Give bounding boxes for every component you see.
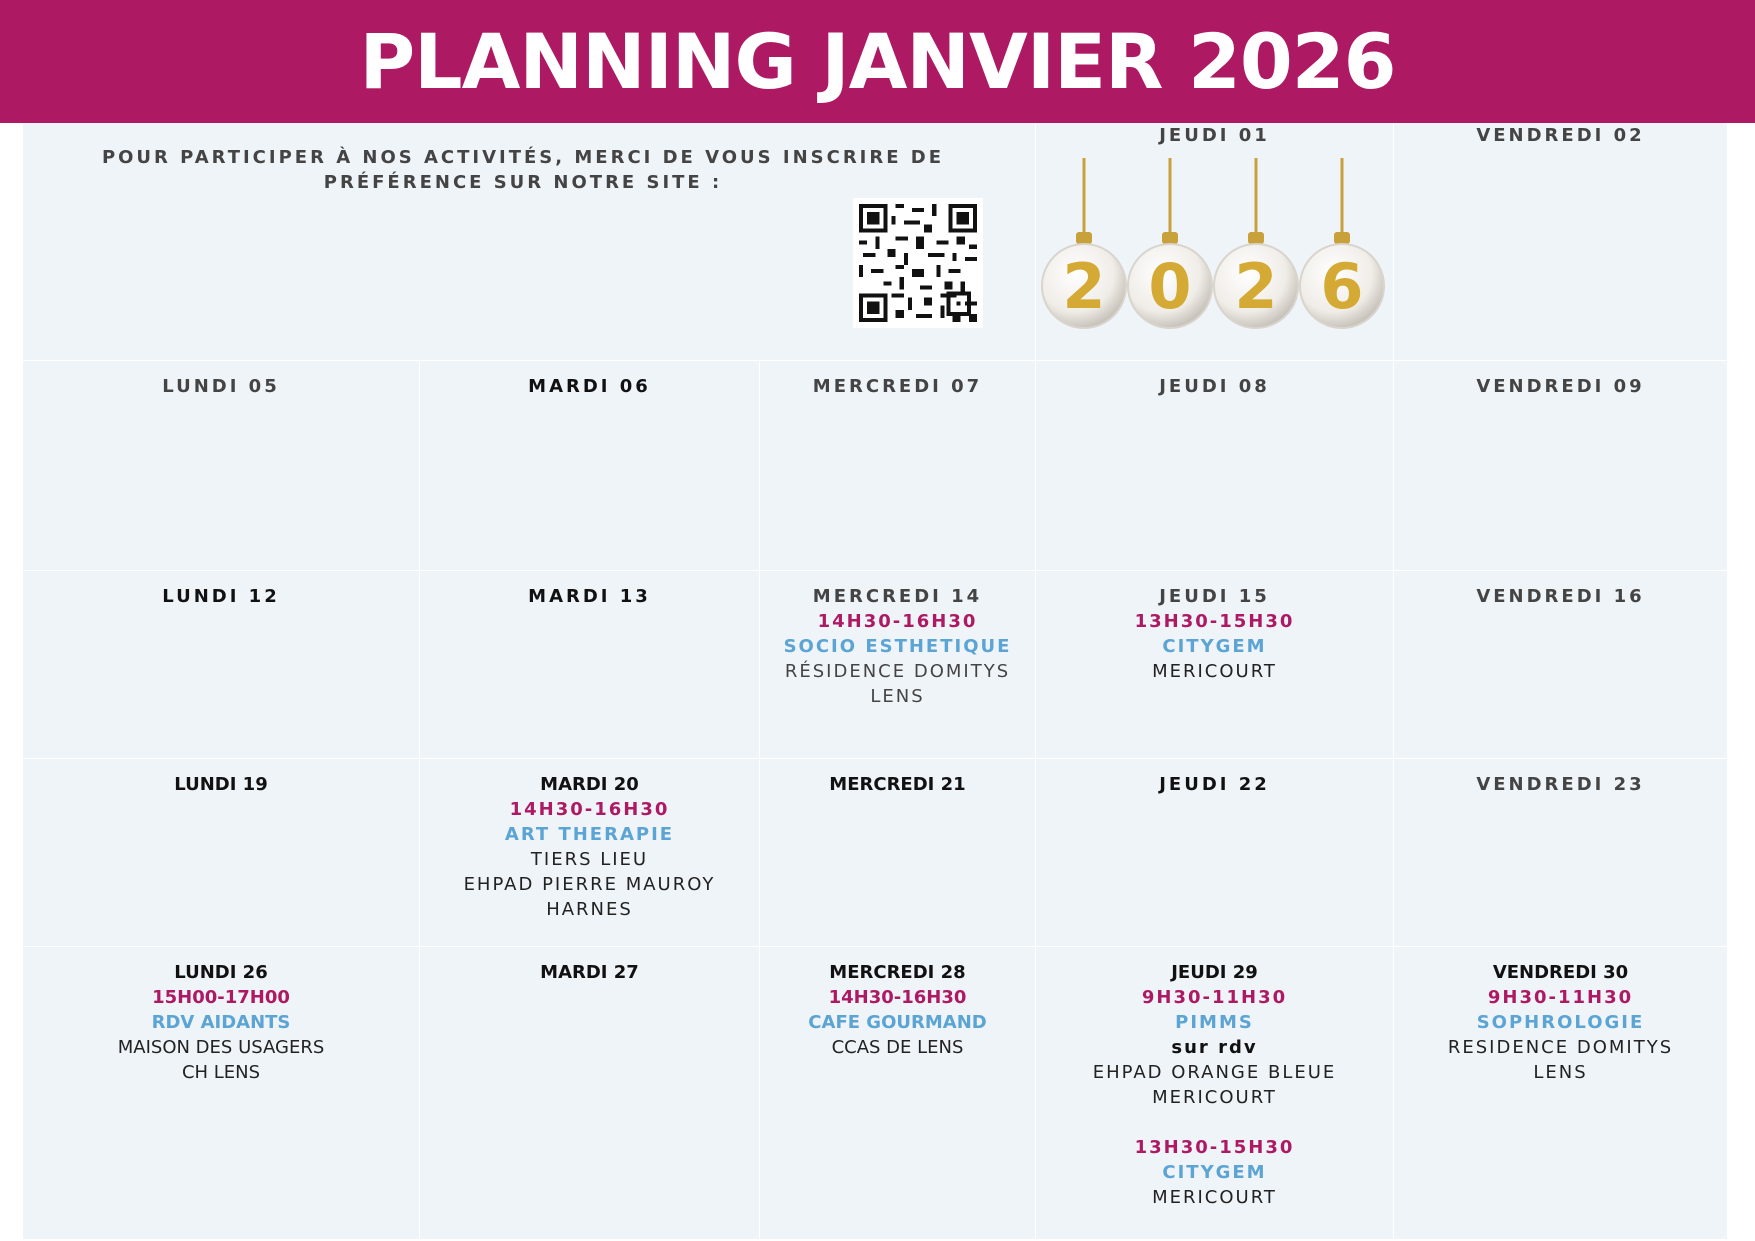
day-label: JEUDI 08 bbox=[1159, 376, 1270, 397]
day-cell bbox=[1036, 361, 1394, 571]
spacer bbox=[1036, 1110, 1393, 1135]
day-cell bbox=[1394, 361, 1728, 571]
day-label: MERCREDI 07 bbox=[812, 376, 983, 397]
ornament-digit: 2 bbox=[1234, 250, 1278, 323]
header-banner bbox=[0, 0, 1755, 123]
event-activity: SOCIO ESTHETIQUE bbox=[783, 636, 1012, 657]
day-label: JEUDI 29 bbox=[1171, 962, 1258, 983]
day-cell bbox=[1394, 571, 1728, 759]
event-place: CH LENS bbox=[181, 1062, 261, 1083]
event-place: LENS bbox=[1533, 1062, 1588, 1083]
day-label: LUNDI 05 bbox=[162, 376, 280, 397]
day-label: MARDI 06 bbox=[528, 376, 651, 397]
day-label: JEUDI 15 bbox=[1159, 586, 1270, 607]
day-label: MERCREDI 21 bbox=[829, 774, 966, 795]
day-label: VENDREDI 30 bbox=[1492, 962, 1629, 983]
day-cell bbox=[420, 361, 760, 571]
day-cell bbox=[23, 571, 420, 759]
event-activity: CITYGEM bbox=[1162, 1162, 1267, 1183]
day-label: JEUDI 01 bbox=[1159, 125, 1270, 146]
event-place: EHPAD PIERRE MAUROY bbox=[463, 874, 716, 895]
event-time: 13H30-15H30 bbox=[1134, 1137, 1295, 1158]
day-cell bbox=[1036, 759, 1394, 947]
new-year-ornaments bbox=[1041, 158, 1386, 368]
day-cell bbox=[420, 947, 760, 1240]
day-cell bbox=[1394, 123, 1728, 361]
event-time: 9H30-11H30 bbox=[1141, 987, 1288, 1008]
event-place: MERICOURT bbox=[1152, 1087, 1277, 1108]
event-place: RESIDENCE DOMITYS bbox=[1447, 1037, 1674, 1058]
day-label: VENDREDI 02 bbox=[1476, 125, 1645, 146]
page-title: PLANNING JANVIER 2026 bbox=[359, 17, 1396, 106]
event-time: 14H30-16H30 bbox=[509, 799, 670, 820]
event-time: 9H30-11H30 bbox=[1487, 987, 1634, 1008]
event-activity: PIMMS bbox=[1175, 1012, 1254, 1033]
event-note: sur rdv bbox=[1171, 1037, 1258, 1058]
ornament-digit: 2 bbox=[1062, 250, 1106, 323]
event-activity: ART THERAPIE bbox=[504, 824, 675, 845]
qr-code[interactable] bbox=[853, 198, 983, 328]
event-place: MERICOURT bbox=[1152, 1187, 1277, 1208]
day-label: MARDI 13 bbox=[528, 586, 651, 607]
day-cell bbox=[760, 759, 1036, 947]
day-cell bbox=[23, 947, 420, 1240]
day-cell bbox=[1036, 571, 1394, 759]
intro-cell bbox=[23, 123, 1036, 361]
day-label: VENDREDI 16 bbox=[1476, 586, 1645, 607]
day-label: VENDREDI 23 bbox=[1476, 774, 1645, 795]
day-label: JEUDI 22 bbox=[1159, 774, 1270, 795]
day-label: MERCREDI 14 bbox=[812, 586, 983, 607]
day-cell bbox=[760, 361, 1036, 571]
day-cell bbox=[23, 759, 420, 947]
day-label: MARDI 20 bbox=[540, 774, 639, 795]
event-place: MAISON DES USAGERS bbox=[117, 1037, 325, 1058]
event-place: EHPAD ORANGE BLEUE bbox=[1092, 1062, 1337, 1083]
day-label: MERCREDI 28 bbox=[829, 962, 966, 983]
day-label: LUNDI 12 bbox=[162, 586, 280, 607]
event-time: 14H30-16H30 bbox=[828, 987, 967, 1008]
day-cell bbox=[1394, 759, 1728, 947]
ornament-digit: 0 bbox=[1148, 250, 1192, 323]
day-label: MARDI 27 bbox=[540, 962, 639, 983]
intro-text: POUR PARTICIPER À NOS ACTIVITÉS, MERCI DE VOUS INSCRIRE DE PRÉFÉRENCE SUR NOTRE SITE : bbox=[101, 147, 945, 193]
day-cell bbox=[760, 571, 1036, 759]
day-cell bbox=[1036, 947, 1394, 1240]
day-cell bbox=[1394, 947, 1728, 1240]
event-place: HARNES bbox=[546, 899, 633, 920]
day-cell bbox=[420, 759, 760, 947]
day-cell bbox=[760, 947, 1036, 1240]
event-place: TIERS LIEU bbox=[530, 849, 649, 870]
day-label: VENDREDI 09 bbox=[1476, 376, 1645, 397]
day-label: LUNDI 19 bbox=[174, 774, 268, 795]
event-time: 15H00-17H00 bbox=[152, 987, 290, 1008]
event-place: RÉSIDENCE DOMITYS bbox=[784, 661, 1011, 682]
event-place: LENS bbox=[870, 686, 925, 707]
event-activity: SOPHROLOGIE bbox=[1476, 1012, 1645, 1033]
day-label: LUNDI 26 bbox=[174, 962, 268, 983]
event-time: 14H30-16H30 bbox=[817, 611, 978, 632]
event-time: 13H30-15H30 bbox=[1134, 611, 1295, 632]
day-cell bbox=[420, 571, 760, 759]
event-place: CCAS DE LENS bbox=[831, 1037, 964, 1058]
ornament-digit: 6 bbox=[1320, 250, 1364, 323]
calendar-grid bbox=[23, 123, 1728, 1240]
event-place: MERICOURT bbox=[1152, 661, 1277, 682]
day-cell bbox=[23, 361, 420, 571]
event-activity: RDV AIDANTS bbox=[151, 1012, 291, 1033]
event-activity: CITYGEM bbox=[1162, 636, 1267, 657]
event-activity: CAFE GOURMAND bbox=[808, 1012, 987, 1033]
